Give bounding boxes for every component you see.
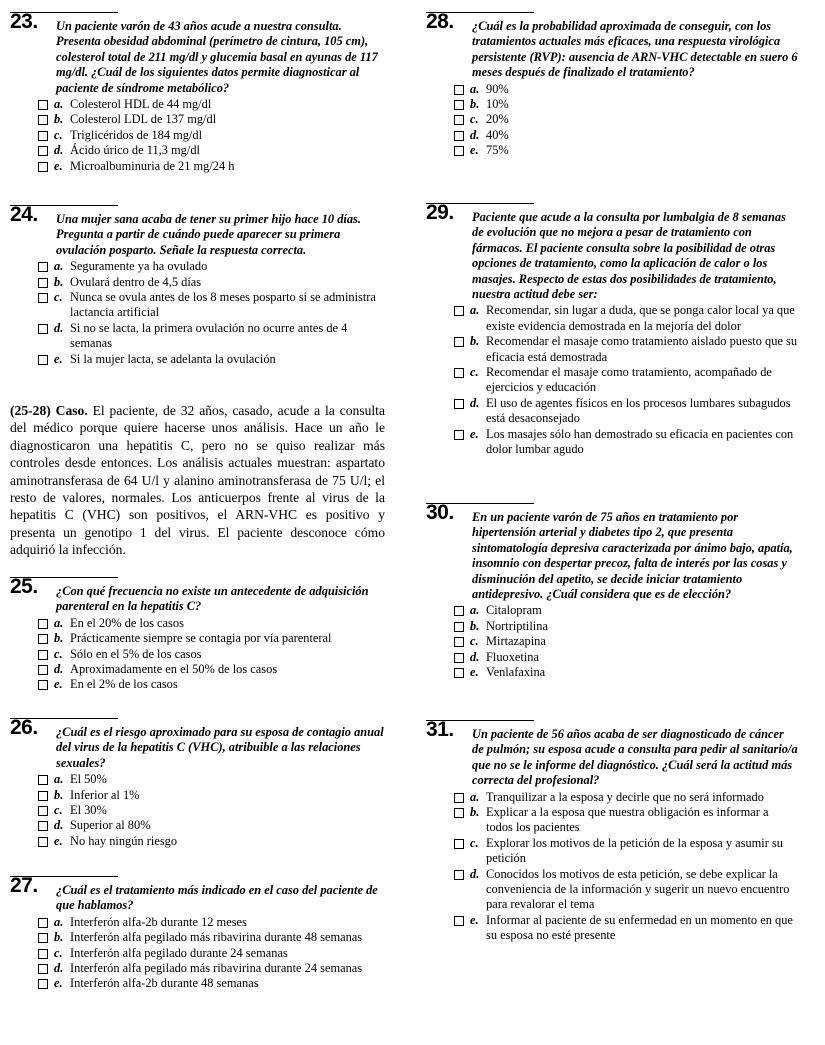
options-list [10, 616, 385, 693]
option-text: 40% [486, 127, 509, 142]
question-stem [426, 501, 798, 602]
option-letter: b. [54, 112, 64, 127]
option-e[interactable] [10, 159, 385, 174]
checkbox-icon[interactable] [38, 324, 48, 334]
option-text: Aproximadamente en el 50% de los casos [70, 662, 278, 677]
option-text: 90% [486, 81, 509, 96]
checkbox-icon[interactable] [454, 115, 464, 125]
option-letter: a. [54, 615, 64, 630]
option-text: Nunca se ovula antes de los 8 meses posparto si se administra lactancia artificial [70, 290, 376, 320]
question-stem [426, 718, 798, 789]
option-text: Triglicéridos de 184 mg/dl [70, 127, 203, 142]
option-e[interactable] [426, 143, 798, 158]
question-23 [10, 12, 385, 174]
option-text: Microalbuminuria de 21 mg/24 h [70, 158, 235, 173]
option-letter: c. [54, 945, 63, 960]
option-d[interactable] [426, 128, 798, 143]
question-stem [10, 874, 385, 914]
option-text: Los masajes sólo han demostrado su eficacia en pacientes con dolor lumbar agudo [486, 426, 794, 457]
option-c[interactable] [426, 365, 798, 396]
option-text: Recomendar el masaje como tratamiento aislado puesto que su eficacia está demostrada [486, 334, 798, 364]
option-letter: a. [54, 772, 64, 787]
checkbox-icon[interactable] [454, 85, 464, 95]
question-text: Paciente que acude a la consulta por lumbalgia de 8 semanas de evolución que no mejora a pesar de tratamiento con fármacos. El paciente consulta sobre la posibilidad de otras opciones de tratamiento, como la aplicación de calor o los masajes. Respecto de estas dos posibilidades de tratamiento, nuestra actitud debe ser: [472, 210, 786, 302]
option-letter: a. [54, 914, 64, 929]
checkbox-icon[interactable] [38, 949, 48, 959]
option-text: Venlafaxina [486, 665, 546, 680]
question-stem [10, 203, 385, 258]
option-text: 20% [486, 112, 509, 127]
question-stem [10, 716, 385, 771]
option-d[interactable] [10, 961, 385, 976]
checkbox-icon[interactable] [38, 821, 48, 831]
option-text: Recomendar, sin lugar a duda, que se ponga calor local ya que existe evidencia demostrada en la mejoría del dolor [486, 303, 795, 333]
case-paragraph [10, 402, 385, 559]
option-letter: c. [470, 634, 479, 649]
case-title: (25-28) Caso. [10, 403, 88, 418]
option-text: El 30% [70, 803, 107, 818]
option-letter: e. [54, 677, 63, 692]
option-text: Interferón alfa pegilado más ribavirina durante 24 semanas [70, 961, 363, 976]
option-a[interactable] [10, 97, 385, 112]
options-list [426, 790, 798, 944]
options-list [10, 915, 385, 992]
option-text: Si la mujer lacta, se adelanta la ovulación [70, 351, 276, 366]
option-text: En el 2% de los casos [70, 677, 178, 692]
checkbox-icon[interactable] [38, 262, 48, 272]
option-text: Recomendar el masaje como tratamiento, acompañado de ejercicios y educación [486, 365, 772, 395]
option-e[interactable] [10, 352, 385, 367]
option-text: Citalopram [486, 603, 542, 618]
option-text: 75% [486, 143, 509, 158]
option-letter: d. [470, 866, 480, 881]
option-letter: c. [470, 112, 479, 127]
option-b[interactable] [10, 112, 385, 127]
option-text: Colesterol LDL de 137 mg/dl [70, 112, 217, 127]
option-c[interactable] [426, 634, 798, 649]
option-b[interactable] [10, 930, 385, 945]
option-b[interactable] [426, 334, 798, 365]
question-stem [426, 201, 798, 302]
option-letter: a. [470, 303, 480, 318]
option-text: Prácticamente siempre se contagia por vía parenteral [70, 631, 332, 646]
question-number: 23. [10, 10, 38, 33]
option-letter: b. [470, 97, 480, 112]
option-letter: d. [54, 143, 64, 158]
checkbox-icon[interactable] [454, 430, 464, 440]
checkbox-icon[interactable] [38, 355, 48, 365]
options-list [426, 82, 798, 159]
option-e[interactable] [10, 834, 385, 849]
option-letter: c. [470, 365, 479, 380]
option-text: Si no se lacta, la primera ovulación no ocurre antes de 4 semanas [70, 320, 348, 351]
question-29 [426, 203, 798, 458]
options-list [10, 259, 385, 367]
checkbox-icon[interactable] [38, 146, 48, 156]
option-text: Interferón alfa pegilado más ribavirina durante 48 semanas [70, 930, 363, 945]
option-text: Informar al paciente de su enfermedad en un momento en que su esposa no esté presente [486, 912, 793, 943]
option-letter: a. [54, 259, 64, 274]
option-letter: a. [470, 789, 480, 804]
checkbox-icon[interactable] [454, 146, 464, 156]
checkbox-icon[interactable] [454, 839, 464, 849]
options-list [10, 97, 385, 174]
option-text: No hay ningún riesgo [70, 833, 178, 848]
option-b[interactable] [426, 619, 798, 634]
option-letter: c. [54, 290, 63, 305]
option-text: Colesterol HDL de 44 mg/dl [70, 97, 212, 112]
option-b[interactable] [10, 788, 385, 803]
option-letter: e. [54, 976, 63, 991]
option-a[interactable] [426, 303, 798, 334]
option-letter: e. [54, 833, 63, 848]
checkbox-icon[interactable] [454, 916, 464, 926]
question-25 [10, 577, 385, 693]
checkbox-icon[interactable] [454, 100, 464, 110]
checkbox-icon[interactable] [454, 306, 464, 316]
option-text: El uso de agentes físicos en los procesos lumbares subagudos está desaconsejado [486, 395, 791, 426]
checkbox-icon[interactable] [38, 791, 48, 801]
question-28 [426, 12, 798, 159]
option-text: Explicar a la esposa que nuestra obligación es informar a todos los pacientes [486, 805, 769, 835]
option-d[interactable] [10, 321, 385, 352]
option-text: Mirtazapina [486, 634, 546, 649]
option-text: Fluoxetina [486, 649, 539, 664]
option-text: Nortriptilina [486, 618, 548, 633]
option-d[interactable] [10, 662, 385, 677]
option-d[interactable] [10, 818, 385, 833]
option-text: En el 20% de los casos [70, 615, 184, 630]
question-number: 25. [10, 575, 38, 598]
checkbox-icon[interactable] [38, 278, 48, 288]
option-a[interactable] [10, 259, 385, 274]
checkbox-icon[interactable] [38, 619, 48, 629]
option-d[interactable] [10, 143, 385, 158]
option-c[interactable] [426, 836, 798, 867]
option-letter: d. [54, 818, 64, 833]
question-stem [10, 575, 385, 615]
option-e[interactable] [10, 677, 385, 692]
question-number: 29. [426, 201, 454, 224]
question-27 [10, 876, 385, 992]
question-number: 30. [426, 501, 454, 524]
option-text: Sólo en el 5% de los casos [70, 646, 202, 661]
option-b[interactable] [426, 97, 798, 112]
option-letter: c. [54, 127, 63, 142]
checkbox-icon[interactable] [38, 634, 48, 644]
option-text: Superior al 80% [70, 818, 151, 833]
checkbox-icon[interactable] [454, 399, 464, 409]
option-a[interactable] [10, 915, 385, 930]
option-letter: b. [54, 274, 64, 289]
option-text: Interferón alfa-2b durante 12 meses [70, 914, 247, 929]
checkbox-icon[interactable] [38, 806, 48, 816]
checkbox-icon[interactable] [454, 870, 464, 880]
option-letter: c. [54, 803, 63, 818]
checkbox-icon[interactable] [454, 606, 464, 616]
option-letter: b. [470, 618, 480, 633]
checkbox-icon[interactable] [38, 918, 48, 928]
option-d[interactable] [426, 867, 798, 913]
options-list [10, 772, 385, 849]
option-letter: e. [470, 912, 479, 927]
option-text: Explorar los motivos de la petición de la esposa y asumir su petición [486, 835, 783, 866]
option-e[interactable] [426, 913, 798, 944]
question-24 [10, 205, 385, 367]
checkbox-icon[interactable] [454, 808, 464, 818]
option-letter: a. [470, 603, 480, 618]
checkbox-icon[interactable] [38, 680, 48, 690]
question-text: En un paciente varón de 75 años en tratamiento por hipertensión arterial y diabetes tipo 2, que presenta sintomatología depresiva caracterizada por ánimo bajo, apatía, insomnio con despertar precoz, falta de interés por las cosas y disminución del apetito, se decide iniciar tratamiento antidepresivo. ¿Cuál considera que es de elección? [472, 510, 793, 602]
option-letter: d. [470, 127, 480, 142]
option-letter: e. [54, 351, 63, 366]
checkbox-icon[interactable] [38, 100, 48, 110]
option-c[interactable] [10, 290, 385, 321]
option-letter: b. [470, 334, 480, 349]
option-a[interactable] [10, 616, 385, 631]
checkbox-icon[interactable] [38, 979, 48, 989]
option-letter: c. [54, 646, 63, 661]
checkbox-icon[interactable] [38, 837, 48, 847]
option-c[interactable] [10, 803, 385, 818]
option-text: Conocidos los motivos de esta petición, se debe explicar la conveniencia de la información y sugerir un nuevo encuentro para revalorar el tema [486, 866, 790, 912]
question-26 [10, 718, 385, 849]
option-e[interactable] [426, 665, 798, 680]
option-text: Interferón alfa-2b durante 48 semanas [70, 976, 259, 991]
checkbox-icon[interactable] [38, 665, 48, 675]
question-number: 24. [10, 203, 38, 226]
question-number: 27. [10, 874, 38, 897]
checkbox-icon[interactable] [38, 650, 48, 660]
option-text: 10% [486, 97, 509, 112]
option-letter: b. [54, 930, 64, 945]
option-text: El 50% [70, 772, 107, 787]
option-letter: a. [54, 97, 64, 112]
option-letter: b. [470, 805, 480, 820]
option-letter: e. [470, 426, 479, 441]
question-number: 26. [10, 716, 38, 739]
option-b[interactable] [10, 631, 385, 646]
checkbox-icon[interactable] [454, 131, 464, 141]
checkbox-icon[interactable] [38, 933, 48, 943]
option-e[interactable] [10, 976, 385, 991]
option-letter: d. [54, 320, 64, 335]
question-text: ¿Con qué frecuencia no existe un antecedente de adquisición parenteral en la hepatitis C? [56, 584, 369, 614]
checkbox-icon[interactable] [454, 368, 464, 378]
option-letter: b. [54, 787, 64, 802]
question-stem [426, 10, 798, 81]
option-text: Ácido úrico de 11,3 mg/dl [70, 143, 200, 158]
option-letter: b. [54, 631, 64, 646]
checkbox-icon[interactable] [454, 793, 464, 803]
checkbox-icon[interactable] [454, 668, 464, 678]
option-d[interactable] [426, 650, 798, 665]
option-b[interactable] [426, 805, 798, 836]
question-30 [426, 503, 798, 680]
options-list [426, 303, 798, 457]
checkbox-icon[interactable] [454, 637, 464, 647]
options-list [426, 603, 798, 680]
question-text: Un paciente de 56 años acaba de ser diagnosticado de cáncer de pulmón; su esposa acude a consulta para pedir al sanitario/a que no se le informe del diagnóstico. ¿Cuál será la actitud más correcta del profesional? [472, 727, 798, 788]
option-d[interactable] [426, 396, 798, 427]
option-c[interactable] [10, 128, 385, 143]
question-text: Un paciente varón de 43 años acude a nuestra consulta. Presenta obesidad abdominal (perímetro de cintura, 105 cm), colesterol total de 211 mg/dl y glucemia basal en ayunas de 117 mg/dl. ¿Cuál de los siguientes datos permite diagnosticar al paciente de síndrome metabólico? [56, 19, 378, 95]
checkbox-icon[interactable] [38, 131, 48, 141]
option-letter: d. [470, 395, 480, 410]
checkbox-icon[interactable] [454, 337, 464, 347]
option-c[interactable] [10, 647, 385, 662]
option-b[interactable] [10, 275, 385, 290]
option-a[interactable] [426, 603, 798, 618]
option-text: Ovulará dentro de 4,5 días [70, 274, 202, 289]
option-letter: a. [470, 81, 480, 96]
checkbox-icon[interactable] [454, 622, 464, 632]
option-letter: c. [470, 835, 479, 850]
option-letter: e. [470, 665, 479, 680]
option-text: Interferón alfa pegilado durante 24 semanas [70, 945, 288, 960]
option-a[interactable] [426, 790, 798, 805]
checkbox-icon[interactable] [38, 964, 48, 974]
checkbox-icon[interactable] [38, 293, 48, 303]
question-number: 28. [426, 10, 454, 33]
option-c[interactable] [10, 946, 385, 961]
question-number: 31. [426, 718, 454, 741]
question-text: Una mujer sana acaba de tener su primer hijo hace 10 días. Pregunta a partir de cuándo puede aparecer su primera ovulación posparto. Señale la respuesta correcta. [56, 212, 361, 257]
option-letter: d. [54, 961, 64, 976]
checkbox-icon[interactable] [38, 162, 48, 172]
question-31 [426, 720, 798, 944]
checkbox-icon[interactable] [38, 775, 48, 785]
option-a[interactable] [10, 772, 385, 787]
option-c[interactable] [426, 112, 798, 127]
option-letter: d. [470, 649, 480, 664]
checkbox-icon[interactable] [454, 653, 464, 663]
option-e[interactable] [426, 427, 798, 458]
option-text: Tranquilizar a la esposa y decirle que no será informado [486, 789, 764, 804]
question-text: ¿Cuál es el tratamiento más indicado en el caso del paciente de que hablamos? [56, 883, 378, 913]
question-stem [10, 10, 385, 96]
question-text: ¿Cuál es la probabilidad aproximada de conseguir, con los tratamientos actuales más eficaces, una respuesta virológica persistente (RVP): ausencia de ARN-VHC detectable en suero 6 meses después de finalizado el tratamiento? [472, 19, 798, 80]
option-letter: e. [470, 143, 479, 158]
option-text: Seguramente ya ha ovulado [70, 259, 208, 274]
option-letter: d. [54, 662, 64, 677]
option-text: Inferior al 1% [70, 787, 140, 802]
option-letter: e. [54, 158, 63, 173]
case-text: El paciente, de 32 años, casado, acude a la consulta del médico porque quiere hacerse unos análisis. Hace un año le diagnosticaron una hepatitis C, pero no se quiso realizar más controles desde entonces. Los análisis actuales muestran: aspartato aminotransferasa de 64 U/l y alanino aminotransferasa de 75 U/l; el resto de valores, normales. Los anticuerpos frente al virus de la hepatitis C (VHC) son positivos, el ARN-VHC es positivo y presenta un genotipo 1 del virus. El paciente desconoce cómo adquirió la infección. [10, 403, 385, 558]
option-a[interactable] [426, 82, 798, 97]
question-text: ¿Cuál es el riesgo aproximado para su esposa de contagio anual del virus de la hepatitis C (VHC), atribuible a las relaciones sexuales? [56, 725, 384, 770]
checkbox-icon[interactable] [38, 115, 48, 125]
